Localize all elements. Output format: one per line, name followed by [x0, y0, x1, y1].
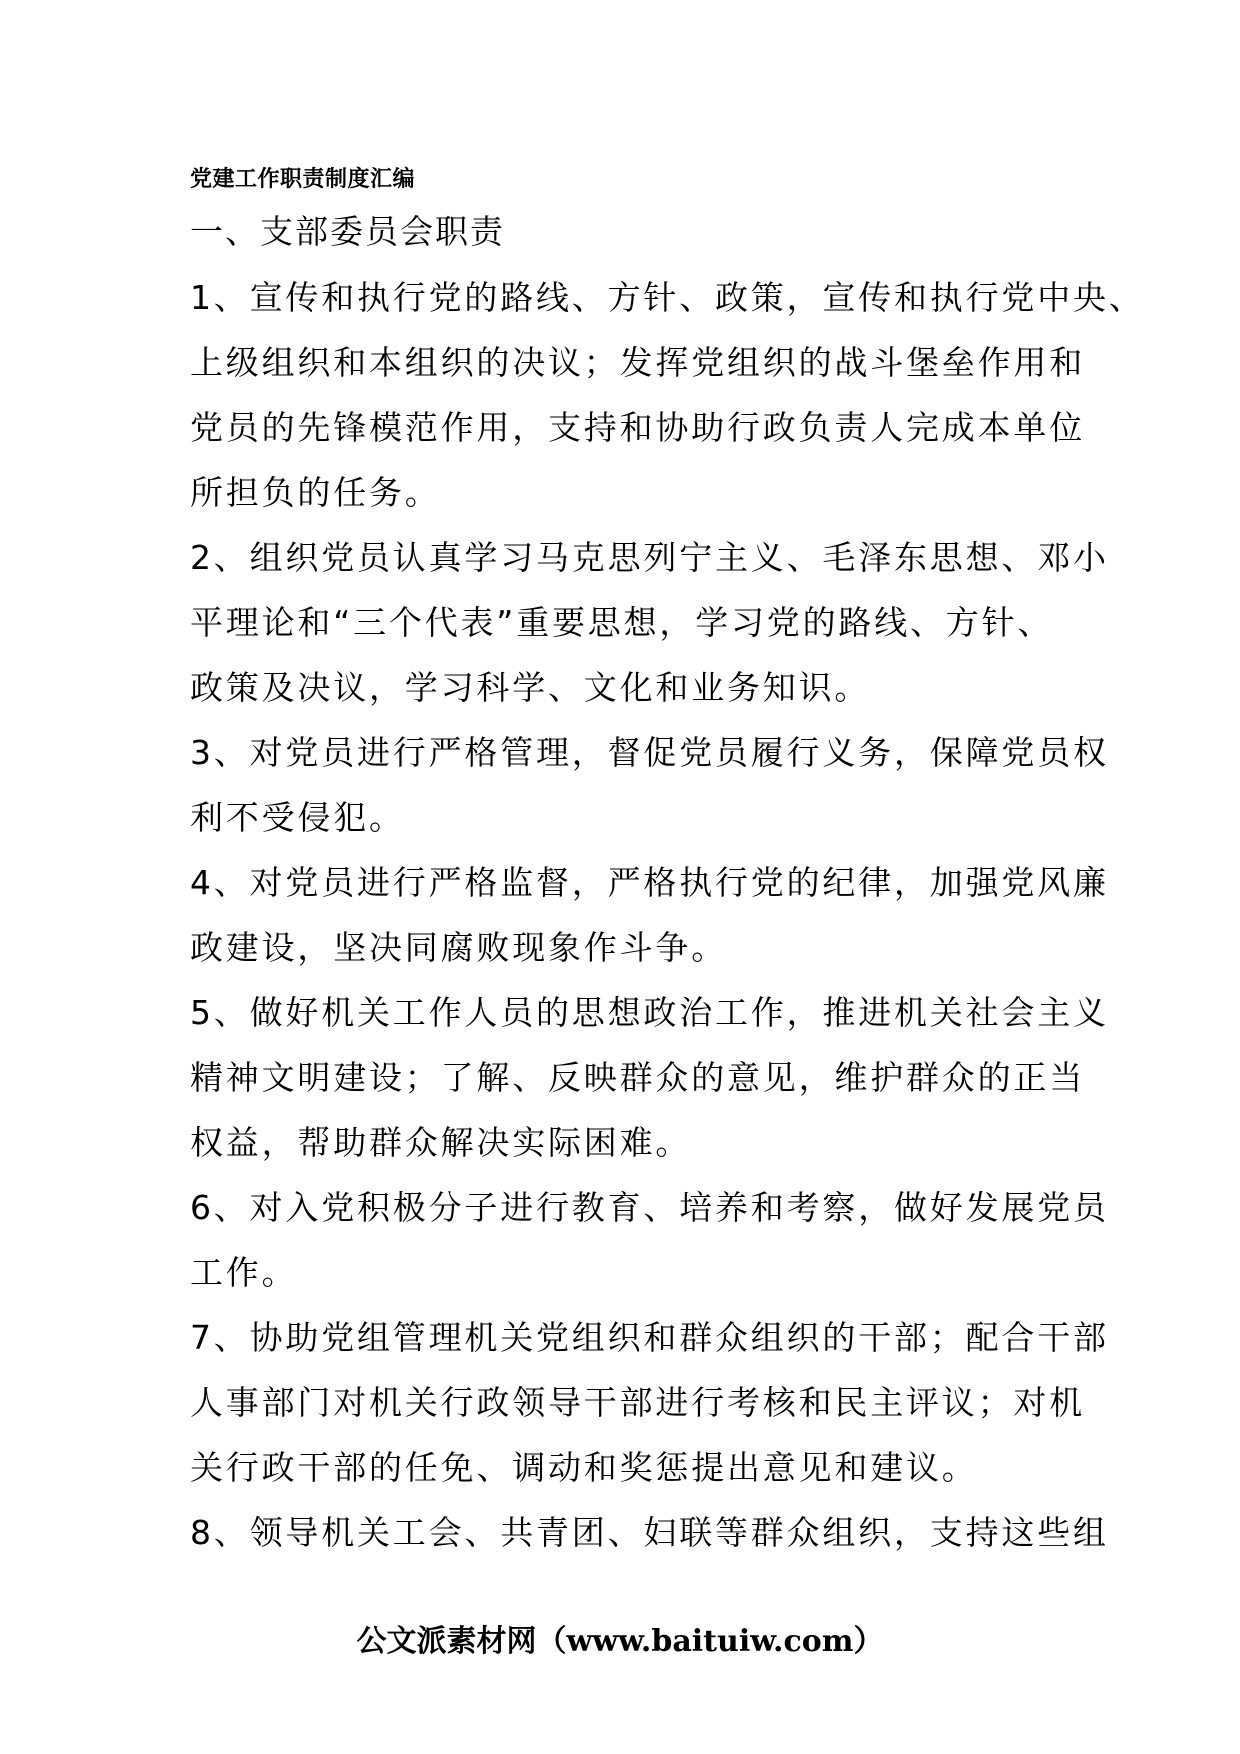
- text-line: 8、领导机关工会、共青团、妇联等群众组织，支持这些组: [190, 1513, 1109, 1552]
- text-line: 政策及决议，学习科学、文化和业务知识。: [190, 668, 871, 707]
- text-line: 关行政干部的任免、调动和奖惩提出意见和建议。: [190, 1448, 978, 1487]
- text-line: 5、做好机关工作人员的思想政治工作，推进机关社会主义: [190, 993, 1109, 1032]
- text-line: 上级组织和本组织的决议；发挥党组织的战斗堡垒作用和: [190, 343, 1085, 382]
- text-line: 工作。: [190, 1253, 298, 1292]
- text-line: 人事部门对机关行政领导干部进行考核和民主评议；对机: [190, 1383, 1085, 1422]
- text-line: 6、对入党积极分子进行教育、培养和考察，做好发展党员: [190, 1188, 1109, 1227]
- text-line: 政建设，坚决同腐败现象作斗争。: [190, 928, 727, 967]
- text-line: 平理论和“三个代表”重要思想，学习党的路线、方针、: [190, 603, 1054, 642]
- text-line: 3、对党员进行严格管理，督促党员履行义务，保障党员权: [190, 733, 1109, 772]
- text-line: 精神文明建设；了解、反映群众的意见，维护群众的正当: [190, 1058, 1085, 1097]
- document-title: 党建工作职责制度汇编: [190, 167, 416, 192]
- text-line: 2、组织党员认真学习马克思列宁主义、毛泽东思想、邓小: [190, 538, 1109, 577]
- footer-watermark: 公文派素材网（www.baituiw.com）: [356, 1624, 884, 1659]
- text-line: 7、协助党组管理机关党组织和群众组织的干部；配合干部: [190, 1318, 1109, 1357]
- text-line: 所担负的任务。: [190, 473, 441, 512]
- text-line: 权益，帮助群众解决实际困难。: [190, 1123, 692, 1162]
- body-text: [190, 265, 1145, 1565]
- text-line: 利不受侵犯。: [190, 798, 405, 837]
- section-heading: 一、支部委员会职责: [190, 212, 505, 251]
- text-line: 4、对党员进行严格监督，严格执行党的纪律，加强党风廉: [190, 863, 1109, 902]
- text-line: 党员的先锋模范作用，支持和协助行政负责人完成本单位: [190, 408, 1085, 447]
- text-line: 1、宣传和执行党的路线、方针、政策，宣传和执行党中央、: [190, 278, 1145, 317]
